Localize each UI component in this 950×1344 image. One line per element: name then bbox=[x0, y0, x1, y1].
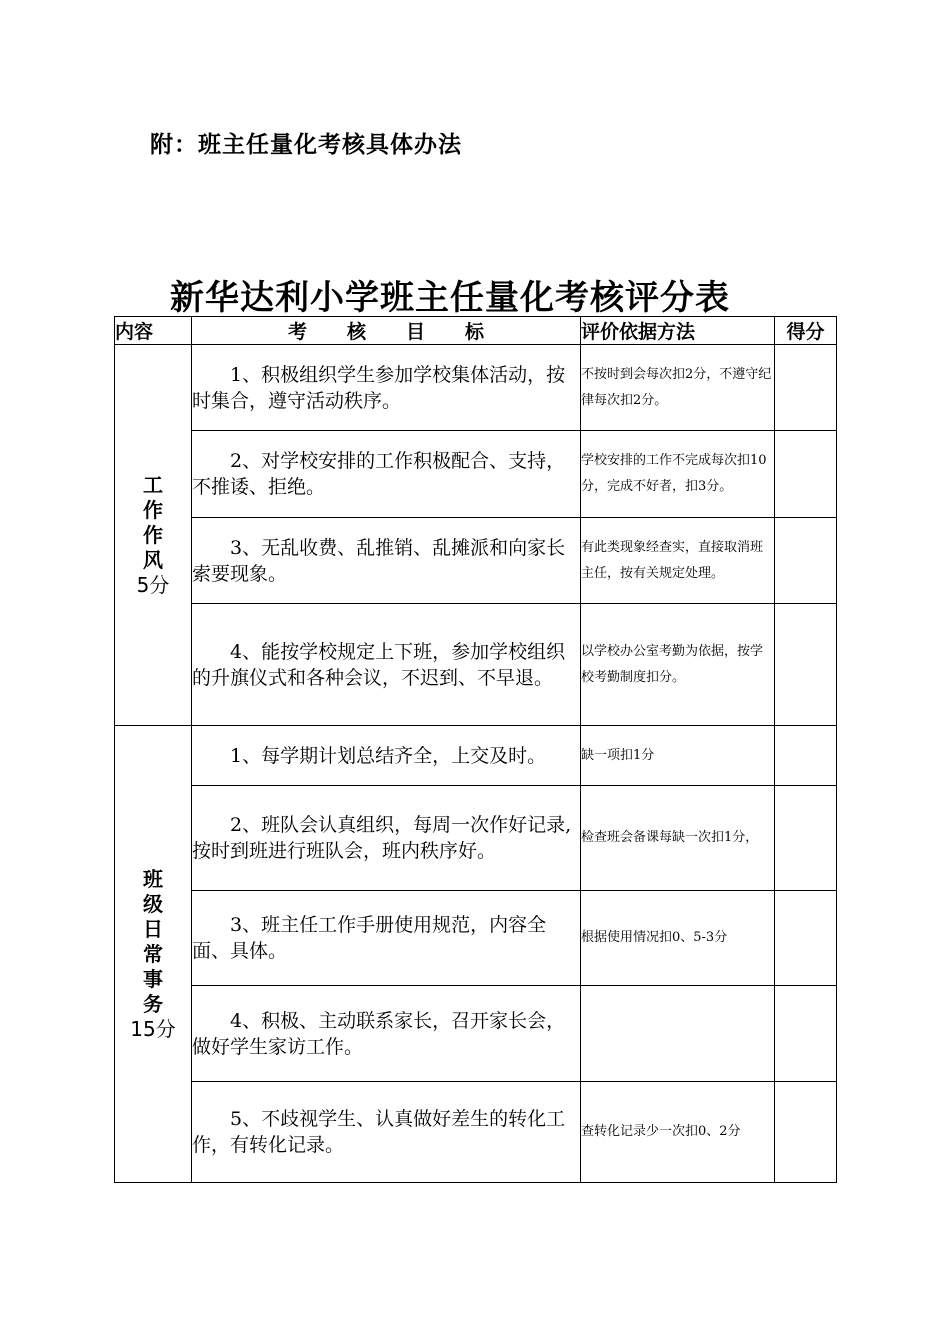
criterion-text: 1、积极组织学生参加学校集体活动，按时集合，遵守活动秩序。 bbox=[192, 345, 581, 431]
header-method: 评价依据方法 bbox=[581, 317, 775, 345]
criterion-text: 5、不歧视学生、认真做好差生的转化工作，有转化记录。 bbox=[192, 1082, 581, 1183]
table-row bbox=[115, 345, 837, 431]
header-target bbox=[192, 317, 581, 345]
table-row bbox=[115, 891, 837, 986]
criterion-method: 检查班会备课每缺一次扣1分， bbox=[581, 786, 775, 891]
score-input-cell[interactable] bbox=[775, 345, 837, 431]
criterion-method: 以学校办公室考勤为依据，按学校考勤制度扣分。 bbox=[581, 604, 775, 726]
header-target-char: 标 bbox=[465, 321, 485, 343]
category-points: 15分 bbox=[130, 1016, 176, 1041]
table-row bbox=[115, 604, 837, 726]
criterion-method: 查转化记录少一次扣0、2分 bbox=[581, 1082, 775, 1183]
header-target-char: 目 bbox=[406, 321, 426, 343]
criterion-text: 4、能按学校规定上下班，参加学校组织的升旗仪式和各种会议，不迟到、不早退。 bbox=[192, 604, 581, 726]
table-row bbox=[115, 431, 837, 518]
table-title: 新华达利小学班主任量化考核评分表 bbox=[170, 278, 730, 318]
score-input-cell[interactable] bbox=[775, 891, 837, 986]
score-input-cell[interactable] bbox=[775, 786, 837, 891]
category-cell bbox=[115, 726, 192, 1183]
criterion-method: 缺一项扣1分 bbox=[581, 726, 775, 786]
criterion-text: 3、班主任工作手册使用规范，内容全面、具体。 bbox=[192, 891, 581, 986]
score-input-cell[interactable] bbox=[775, 518, 837, 604]
table-row bbox=[115, 986, 837, 1082]
score-input-cell[interactable] bbox=[775, 604, 837, 726]
criterion-text: 3、无乱收费、乱推销、乱摊派和向家长索要现象。 bbox=[192, 518, 581, 604]
criterion-method: 根据使用情况扣0、5-3分 bbox=[581, 891, 775, 986]
score-input-cell[interactable] bbox=[775, 431, 837, 518]
criterion-method bbox=[581, 986, 775, 1082]
criterion-text: 2、对学校安排的工作积极配合、支持，不推诿、拒绝。 bbox=[192, 431, 581, 518]
category-points: 5分 bbox=[136, 572, 170, 597]
category-name: 工作作风 bbox=[143, 472, 163, 572]
header-target-char: 核 bbox=[346, 321, 366, 343]
criterion-method: 不按时到会每次扣2分，不遵守纪律每次扣2分。 bbox=[581, 345, 775, 431]
criterion-text: 4、积极、主动联系家长，召开家长会，做好学生家访工作。 bbox=[192, 986, 581, 1082]
score-input-cell[interactable] bbox=[775, 986, 837, 1082]
score-input-cell[interactable] bbox=[775, 1082, 837, 1183]
header-score: 得分 bbox=[775, 317, 837, 345]
table-row bbox=[115, 726, 837, 786]
criterion-text: 2、班队会认真组织，每周一次作好记录,按时到班进行班队会，班内秩序好。 bbox=[192, 786, 581, 891]
appendix-title: 附：班主任量化考核具体办法 bbox=[150, 132, 462, 158]
category-cell bbox=[115, 345, 192, 726]
header-content: 内容 bbox=[115, 317, 192, 345]
header-row bbox=[115, 317, 837, 345]
score-input-cell[interactable] bbox=[775, 726, 837, 786]
criterion-text: 1、每学期计划总结齐全，上交及时。 bbox=[192, 726, 581, 786]
evaluation-table bbox=[114, 316, 837, 1183]
category-name: 班级日常事务 bbox=[143, 866, 163, 1016]
header-target-char: 考 bbox=[287, 321, 307, 343]
table-row bbox=[115, 786, 837, 891]
criterion-method: 有此类现象经查实，直接取消班主任，按有关规定处理。 bbox=[581, 518, 775, 604]
table-row bbox=[115, 518, 837, 604]
table-row bbox=[115, 1082, 837, 1183]
criterion-method: 学校安排的工作不完成每次扣10分，完成不好者，扣3分。 bbox=[581, 431, 775, 518]
